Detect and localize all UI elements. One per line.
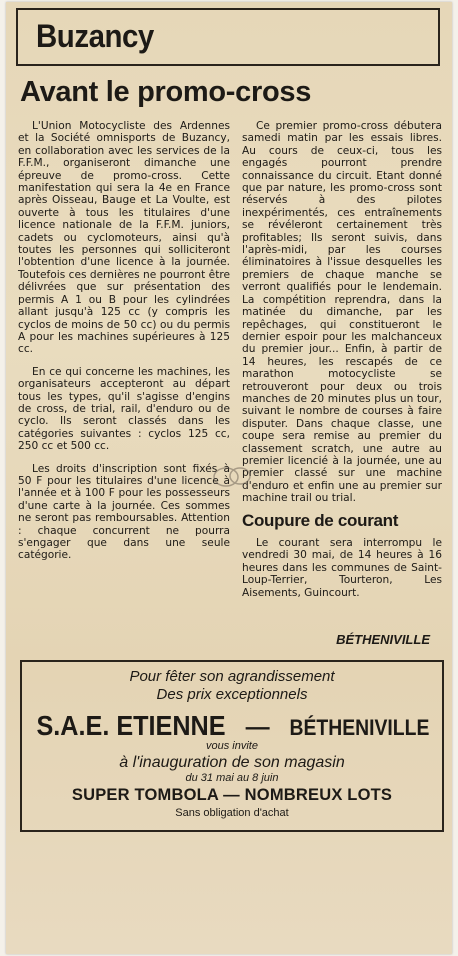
article-paragraph: Les droits d'inscription sont fixés à 50 F pour les titulaires d'une licence à l'année et à 100 F pour les possesseurs d'une carte à la journée. Ces sommes ne seront pas remboursables. Attention : chaque concurrent ne pourra s'engager que dans une seule catégorie.: [18, 462, 230, 562]
advertisement-box: [20, 660, 444, 832]
article-subhead: Coupure de courant: [242, 510, 399, 530]
article-paragraph: Le courant sera interrompu le vendredi 30 mai, de 14 heures à 16 heures dans les communes de Saint-Loup-Terrier, Tourteron, Les Aisements, Guincourt.: [242, 537, 442, 599]
ad-town: BÉTHENIVILLE: [289, 715, 429, 740]
article-paragraph: Ce premier promo-cross débutera samedi matin par les essais libres. Au cours de ceux-ci, tous les engagés pourront prendre connaissance du circuit. Etant donné que par nature, les promo-cross sont réservés à des pilotes inexpérimentés, ces entraînements se révéleront certainement très profitables; Ils seront suivis, dans l'après-midi, par les courses éliminatoires à l'issue desquelles les premiers de chaque manche se verront qualifiés pour le lendemain. La compétition reprendra, dans la matinée du dimanche, par les repêchages, qui constitueront le dernier espoir pour les malchanceux du premier jour... Enfin, à partir de 14 heures, les rescapés de ce marathon motocycliste se retrouveront pour deux ou trois manches de 20 minutes plus un tour, suivant le nombre de courses à faire disputer. Dans chaque classe, une coupe sera remise au premier du classement scratch, une autre au premier licencié à la journée, une au premier classé sur une machine d'enduro et enfin une au premier sur machine trail ou trial.: [242, 120, 442, 505]
ad-inauguration: à l'inauguration de son magasin: [119, 754, 345, 771]
article-headline: Avant le promo-cross: [20, 76, 312, 108]
article-paragraph: L'Union Motocycliste des Ardennes et la Société omnisports de Buzancy, en collaboration avec les services de la F.F.M., organiseront dimanche une épreuve de promo-cross. Cette manifestation qui sera la 4e en France après Oisseau, Bauge et La Voulte, est ouverte à tous les titulaires d'une licence nationale de la F.F.M. juniors, cadets ou cyclomoteurs, ainsi qu'à toutes les personnes qui solliciteront l'obtention d'une licence à la journée. Toutefois ces dernières ne pourront être délivrées que sur présentation des permis A 1 ou B pour les cylindrées allant jusqu'à 125 cc (y compris les cyclos de moins de 50 cc) ou du permis A pour les machines supérieures à 125 cc.: [18, 120, 230, 356]
ad-company-name: S.A.E. ETIENNE: [36, 710, 226, 741]
section-header-box: [16, 8, 440, 66]
ad-dates: du 31 mai au 8 juin: [185, 772, 279, 784]
newspaper-clipping: [6, 2, 452, 954]
ad-dash: —: [245, 714, 270, 741]
article-paragraph: En ce qui concerne les machines, les organisateurs accepteront au départ tous les types, qu'il s'agisse d'engins de cross, de trial, rail, d'enduro ou de cyclo. Ils seront classés dans les catégories suivantes : cyclos 125 cc, 250 cc et 500 cc.: [18, 365, 230, 453]
ad-tagline-secondary: Des prix exceptionnels: [156, 686, 308, 703]
ad-tombola: SUPER TOMBOLA — NOMBREUX LOTS: [71, 786, 393, 804]
article-column-left: [18, 120, 230, 572]
ad-company-row: [22, 710, 442, 742]
article-column-right: [242, 120, 442, 609]
ad-invite: vous invite: [206, 740, 258, 752]
ad-obligation: Sans obligation d'achat: [175, 807, 289, 819]
dateline: BÉTHENIVILLE: [336, 632, 430, 647]
smudge-mark-icon: [206, 462, 258, 492]
ad-tagline: Pour fêter son agrandissement: [129, 668, 335, 685]
section-town-title: Buzancy: [36, 18, 154, 54]
